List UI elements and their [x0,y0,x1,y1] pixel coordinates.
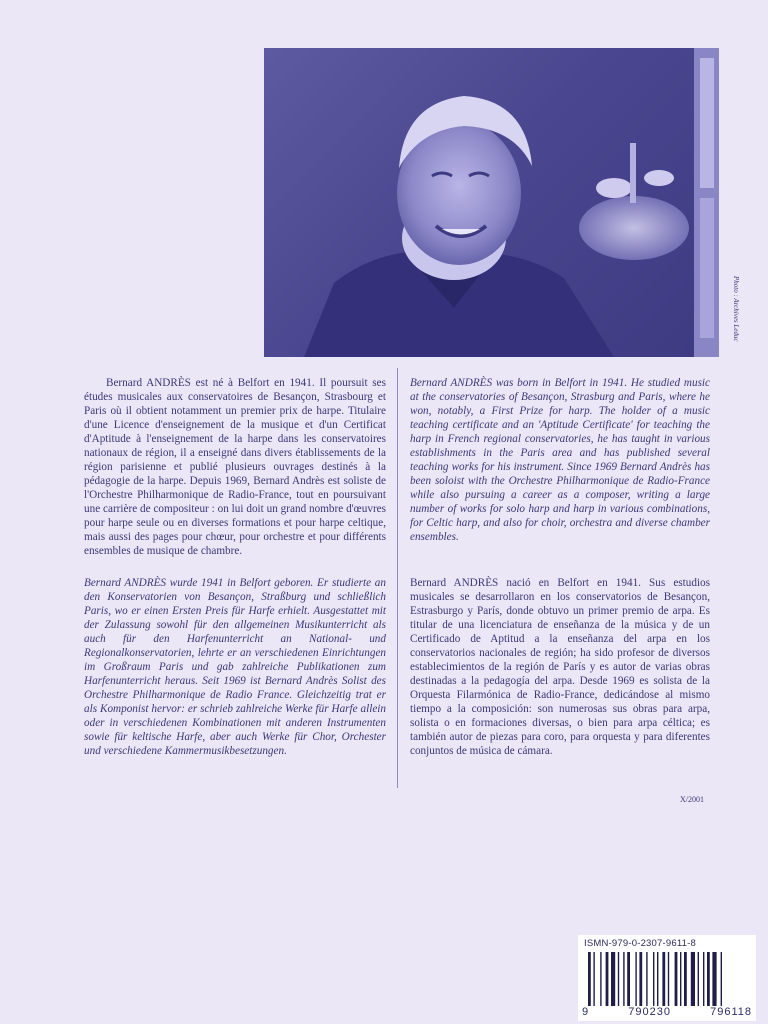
barcode-bar [712,952,716,1006]
barcode-bar [588,952,591,1006]
barcode-bar [675,952,678,1006]
barcode-digit-group-2: 796118 [710,1006,752,1018]
barcode [584,952,750,1006]
portrait-illustration [264,48,719,357]
isbn-barcode-panel [578,935,756,1021]
barcode-bar [623,952,624,1006]
portrait-photo [264,48,719,357]
barcode-bar [635,952,636,1006]
column-divider [397,368,398,788]
barcode-digit-prefix: 9 [582,1006,590,1018]
barcode-bar [698,952,699,1006]
bio-spanish: Bernard ANDRÈS nació en Belfort en 1941. Sus estudios musicales se desarrollaron en los conservatorios de Besançon, Estrasburgo y París, donde obtuvo un primer premio de arpa. Es titular de una licenciatura de enseñanza de la música y de un Certificado de Aptitud a la enseñanza del arpa en los conservatorios nacionales de región; ha sido profesor de diversos establecimientos de la región de París y es autor de varias obras destinadas a la pedagogía del arpa. Desde 1969 es solista de la Orquesta Filarmónica de Radio-France, dedicándose al mismo tiempo a la composición: son numerosas sus obras para arpa, solista o en formaciones diversas, o bien para arpa céltica; es también autor de piezas para coro, para orquesta y para diferentes conjuntos de música de cámara. [410,577,710,757]
barcode-bar [593,952,594,1006]
barcode-bar [627,952,630,1006]
barcode-bar [646,952,647,1006]
barcode-digit-group-1: 790230 [628,1006,671,1018]
photo-credit: Photo : Archives Leduc [732,276,740,342]
barcode-bar [611,952,615,1006]
bio-german: Bernard ANDRÈS wurde 1941 in Belfort geboren. Er studierte an den Konservatorien von Besançon, Straßburg und schließlich Paris, wo er einen Ersten Preis für Harfe erhielt. Ausgestattet mit der Zulassung sowohl für den allgemeinen Musikunterricht als auch für den Harfenunterricht an National- und Regionalkonservatorien, lehrte er an verschiedenen Einrichtungen im Großraum Paris und gab zahlreiche Publikationen zum Harfenunterricht heraus. Seit 1969 ist Bernard Andrès Solist des Orchestre Philharmonique de Radio France. Gleichzeitig trat er als Komponist hervor: er schrieb zahlreiche Werke für Harfe allein oder in verschiedenen Kombinationen mit anderen Instrumenten sowie für keltische Harfe, aber auch Werke für Chor, Orchester und verschiedene Kammermusikbesetzungen. [84,577,386,757]
barcode-bar [639,952,642,1006]
barcode-bar [657,952,658,1006]
publication-date: X/2001 [680,795,704,804]
barcode-bar [684,952,687,1006]
bio-english: Bernard ANDRÈS was born in Belfort in 1941. He studied music at the conservatories of Besançon, Strasburg and Paris, where he won, notably, a First Prize for harp. The holder of a music teaching certificate and an 'Aptitude Certificate' for teaching the harp in French regional conservatories, he has taught in various establishments in the Paris area and has published several teaching works for his instrument. Since 1969 Bernard Andrès has been soloist with the Orchestre Philharmonique de Radio-France while also pursuing a career as a composer, writing a large number of works for solo harp and harp in various combinations, for Celtic harp, and also for choir, orchestra and diverse chamber ensembles. [410,377,710,543]
barcode-bar [680,952,681,1006]
barcode-bar [662,952,665,1006]
barcode-bar [618,952,619,1006]
barcode-bar [606,952,609,1006]
barcode-bar [703,952,704,1006]
barcode-bar [600,952,601,1006]
barcode-digits [582,1006,752,1018]
barcode-bar [707,952,710,1006]
barcode-bar [691,952,695,1006]
ismn-label: ISMN-979-0-2307-9611-8 [584,938,696,949]
barcode-bar [668,952,669,1006]
barcode-bar [721,952,722,1006]
barcode-bar [653,952,654,1006]
bio-french: Bernard ANDRÈS est né à Belfort en 1941. Il poursuit ses études musicales aux conservatoires de Besançon, Strasbourg et Paris où il obtient notamment un premier prix de harpe. Titulaire d'une Licence d'enseignement de la musique et d'un Certificat d'Aptitude à l'enseignement de la harpe dans les conservatoires nationaux de région, il a enseigné dans divers établissements de la région parisienne et publié plusieurs ouvrages destinés à la pédagogie de la harpe. Depuis 1969, Bernard Andrès est soliste de l'Orchestre Philharmonique de Radio-France, tout en poursuivant une carrière de compositeur : on lui doit un grand nombre d'œuvres pour harpe seule ou en diverses formations et pour harpe celtique, mais aussi des pages pour chœur, pour orchestre et pour différents ensembles de musique de chambre. [84,377,386,557]
